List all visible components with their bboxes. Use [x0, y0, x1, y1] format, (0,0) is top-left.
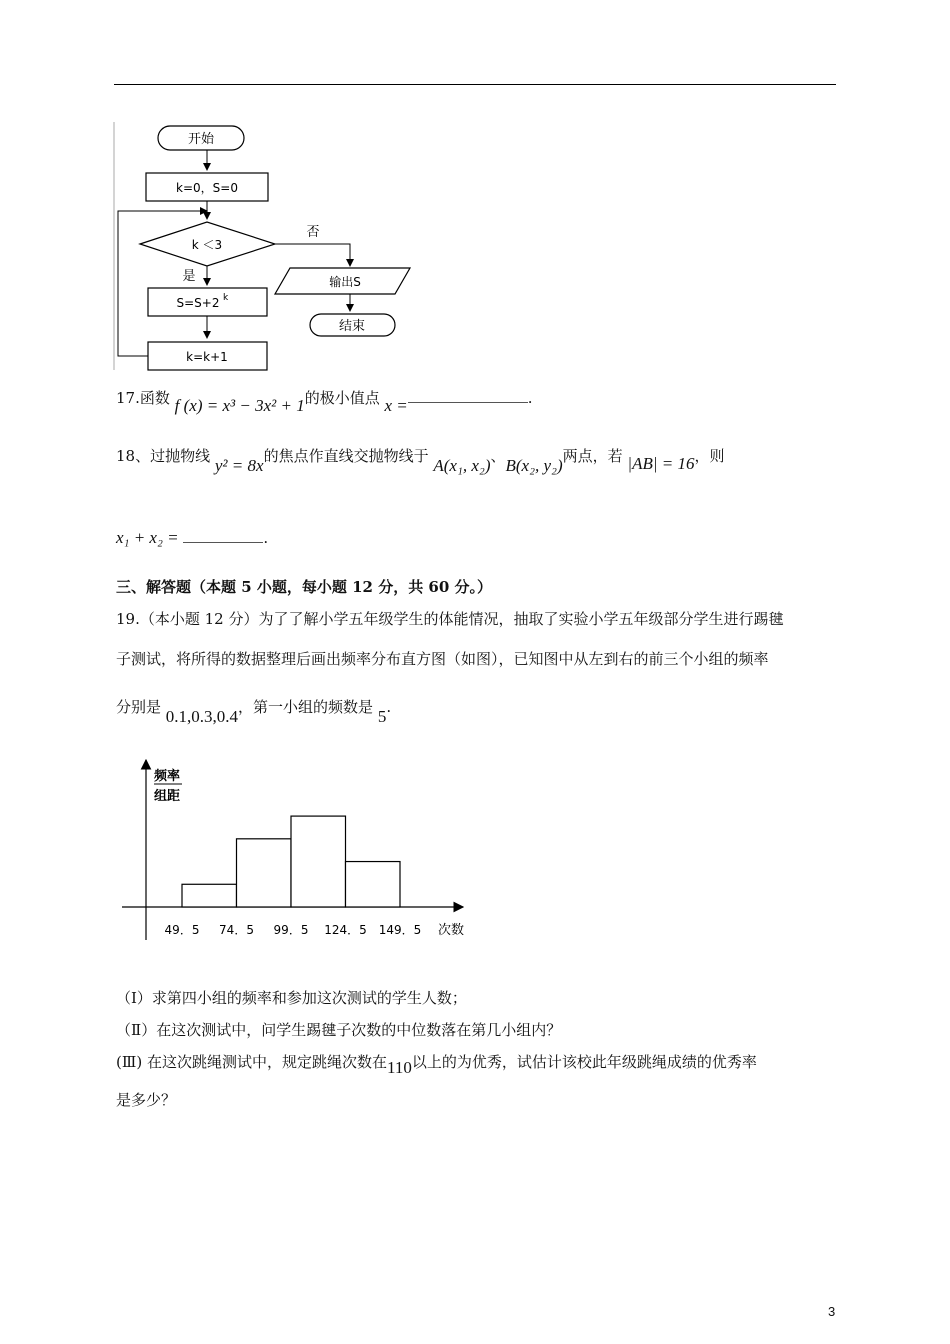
q18-end: ，则: [694, 447, 725, 465]
q18-sum: x₁ + x₂ =: [116, 528, 179, 547]
q17-mid: 的极小值点: [304, 389, 380, 407]
q19-line3: [116, 697, 392, 726]
flow-update-k-text: k=k+1: [186, 350, 228, 364]
q17-number: 17.: [116, 389, 140, 407]
histogram-bar: [291, 816, 346, 907]
q17-prefix: 函数: [139, 389, 170, 407]
q19-part3-suffix: 以上的为优秀，试估计该校此年级跳绳成绩的优秀率: [411, 1053, 757, 1071]
q19-part-1: （Ⅰ）求第四小组的频率和参加这次测试的学生人数；: [116, 989, 467, 1007]
q18-point-a: A(x₁, x₂): [433, 456, 491, 475]
y-label-bottom: 组距: [154, 789, 181, 804]
flowchart: [110, 118, 420, 376]
flow-update-s-exponent: k: [223, 293, 229, 303]
q18-mid2: 两点，若: [562, 447, 623, 465]
q19-part3-prefix: (Ⅲ) 在这次跳绳测试中，规定跳绳次数在: [116, 1053, 387, 1071]
q17-answer-blank: [408, 402, 528, 403]
q18-mid: 的焦点作直线交抛物线于: [263, 447, 429, 465]
x-tick-label: 74．5: [219, 923, 254, 937]
x-tick-label: 149．5: [378, 923, 422, 937]
flow-start-text: 开始: [187, 132, 215, 147]
flow-condition-text: k ＜3: [191, 238, 223, 252]
q17-variable: x =: [384, 396, 408, 415]
flow-end-text: 结束: [338, 319, 366, 334]
q19-frequencies: 0.1,0.3,0.4: [165, 707, 239, 726]
q17-end: .: [527, 389, 533, 407]
flow-init-text: k=0，S=0: [176, 181, 238, 195]
flow-output-text: 输出S: [329, 275, 361, 289]
q19-part-2: （Ⅱ）在这次测试中，问学生踢毽子次数的中位数落在第几小组内？: [116, 1021, 562, 1039]
histogram-bar: [346, 862, 401, 907]
y-label-top: 频率: [154, 769, 181, 784]
page-number: 3: [828, 1304, 836, 1319]
q19-line1: 19.（本小题 12 分）为了了解小学五年级学生的体能情况，抽取了实验小学五年级部分学生进行踢毽: [116, 610, 784, 628]
q19-line2: 子测试，将所得的数据整理后画出频率分布直方图（如图），已知图中从左到右的前三个小组的频率: [116, 650, 769, 668]
q19-part3-number: 110: [386, 1058, 412, 1077]
q18-number: 18、: [116, 447, 151, 465]
header-rule: [114, 84, 836, 85]
q18-parabola: y² = 8x: [214, 456, 264, 475]
x-tick-label: 99．5: [273, 923, 309, 937]
q18-prefix: 过抛物线: [150, 447, 211, 465]
q19-line3-prefix: 分别是: [116, 698, 162, 716]
q19-part-3-line2: 是多少？: [116, 1091, 177, 1109]
section-3-title: 三、解答题（本题 5 小题，每小题 12 分，共 60 分。）: [116, 578, 493, 596]
flow-update-s-text: S=S+2: [176, 296, 220, 310]
q19-line3-end: .: [386, 698, 392, 716]
q19-count: 5: [377, 707, 387, 726]
q18-line2-end: .: [263, 529, 269, 547]
q19-line3-mid: ，第一小组的频数是: [238, 698, 374, 716]
q18-separator: 、: [490, 447, 506, 465]
histogram-chart: [118, 750, 478, 950]
q17-formula: f (x) = x³ − 3x² + 1: [174, 396, 305, 415]
x-tick-label: 124．5: [324, 923, 367, 937]
flow-no-label: 否: [306, 225, 320, 240]
flow-yes-label: 是: [182, 269, 196, 284]
q18-answer-blank: [183, 542, 263, 543]
question-17: [116, 388, 533, 415]
q18-line2: [116, 528, 268, 548]
q18-point-b: B(x₂, y₂): [505, 456, 563, 475]
q18-distance: |AB| = 16: [627, 454, 695, 473]
q19-part-3: [116, 1052, 757, 1077]
x-tick-label: 49．5: [164, 923, 200, 937]
histogram-bar: [237, 839, 292, 907]
histogram-bar: [182, 884, 237, 907]
question-18: [116, 446, 725, 475]
x-axis-label: 次数: [438, 923, 465, 938]
